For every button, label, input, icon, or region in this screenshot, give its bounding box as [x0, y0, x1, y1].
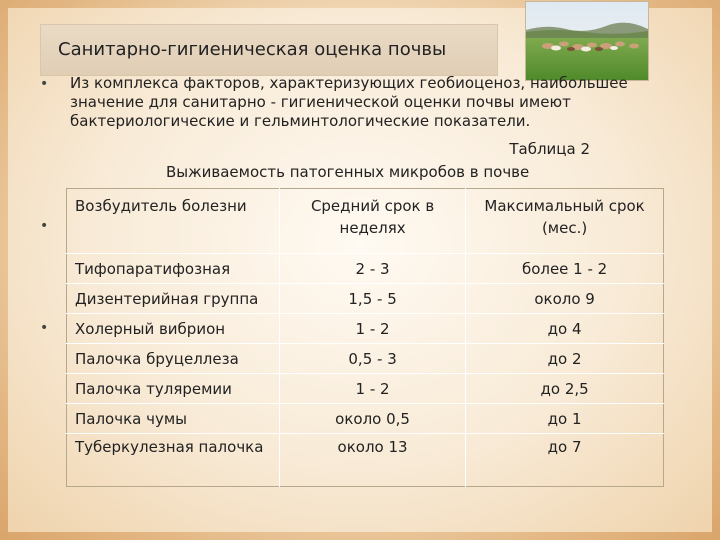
cell-avg-weeks: 1,5 - 5	[279, 284, 465, 314]
header-avg-weeks: Средний срок в неделях	[279, 189, 465, 254]
cell-pathogen: Палочка бруцеллеза	[67, 344, 280, 374]
table-header-row	[67, 189, 664, 254]
cell-pathogen: Палочка туляремии	[67, 374, 280, 404]
cell-avg-weeks: 2 - 3	[279, 254, 465, 284]
cell-max-months: до 2	[466, 344, 664, 374]
pasture-with-cattle-photo	[525, 1, 649, 81]
slide-title: Санитарно-гигиеническая оценка почвы	[58, 39, 447, 60]
table-row	[67, 284, 664, 314]
cell-pathogen: Холерный вибрион	[67, 314, 280, 344]
cell-pathogen: Палочка чумы	[67, 404, 280, 434]
cell-pathogen: Тифопаратифозная	[67, 254, 280, 284]
table-row	[67, 434, 664, 487]
cell-avg-weeks: около 0,5	[279, 404, 465, 434]
header-pathogen: Возбудитель болезни	[67, 189, 280, 254]
table-label: Таблица 2	[509, 140, 590, 158]
table-caption: Выживаемость патогенных микробов в почве	[166, 163, 530, 181]
cell-max-months: до 7	[547, 438, 582, 456]
bullet-marker: •	[40, 218, 49, 234]
intro-paragraph: Из комплекса факторов, характеризующих геобиоценоз, наибольшее значение для санитарно - гигиенической оценки почвы имеют бактериологические и гельминтологические показатели.	[70, 74, 628, 130]
cell-max-months: около 9	[466, 284, 664, 314]
table-row	[67, 254, 664, 284]
cell-pathogen: Туберкулезная палочка	[67, 434, 280, 487]
cell-avg-weeks: 1 - 2	[279, 314, 465, 344]
cell-max-months: до 1	[466, 404, 664, 434]
table-row	[67, 404, 664, 434]
cell-max-months: до 2,5	[466, 374, 664, 404]
bullet-marker: •	[40, 76, 49, 92]
table-row	[67, 374, 664, 404]
header-max-months: Максимальный срок (мес.)	[466, 189, 664, 254]
pathogen-survival-table	[66, 188, 664, 487]
cell-avg-weeks: 0,5 - 3	[279, 344, 465, 374]
cell-avg-weeks: около 13	[279, 434, 465, 487]
cell-avg-weeks: 1 - 2	[279, 374, 465, 404]
cell-max-months: до 4	[466, 314, 664, 344]
table-row	[67, 344, 664, 374]
cell-max-months: более 1 - 2	[466, 254, 664, 284]
bullet-marker: •	[40, 320, 49, 336]
table-row	[67, 314, 664, 344]
cell-pathogen: Дизентерийная группа	[67, 284, 280, 314]
